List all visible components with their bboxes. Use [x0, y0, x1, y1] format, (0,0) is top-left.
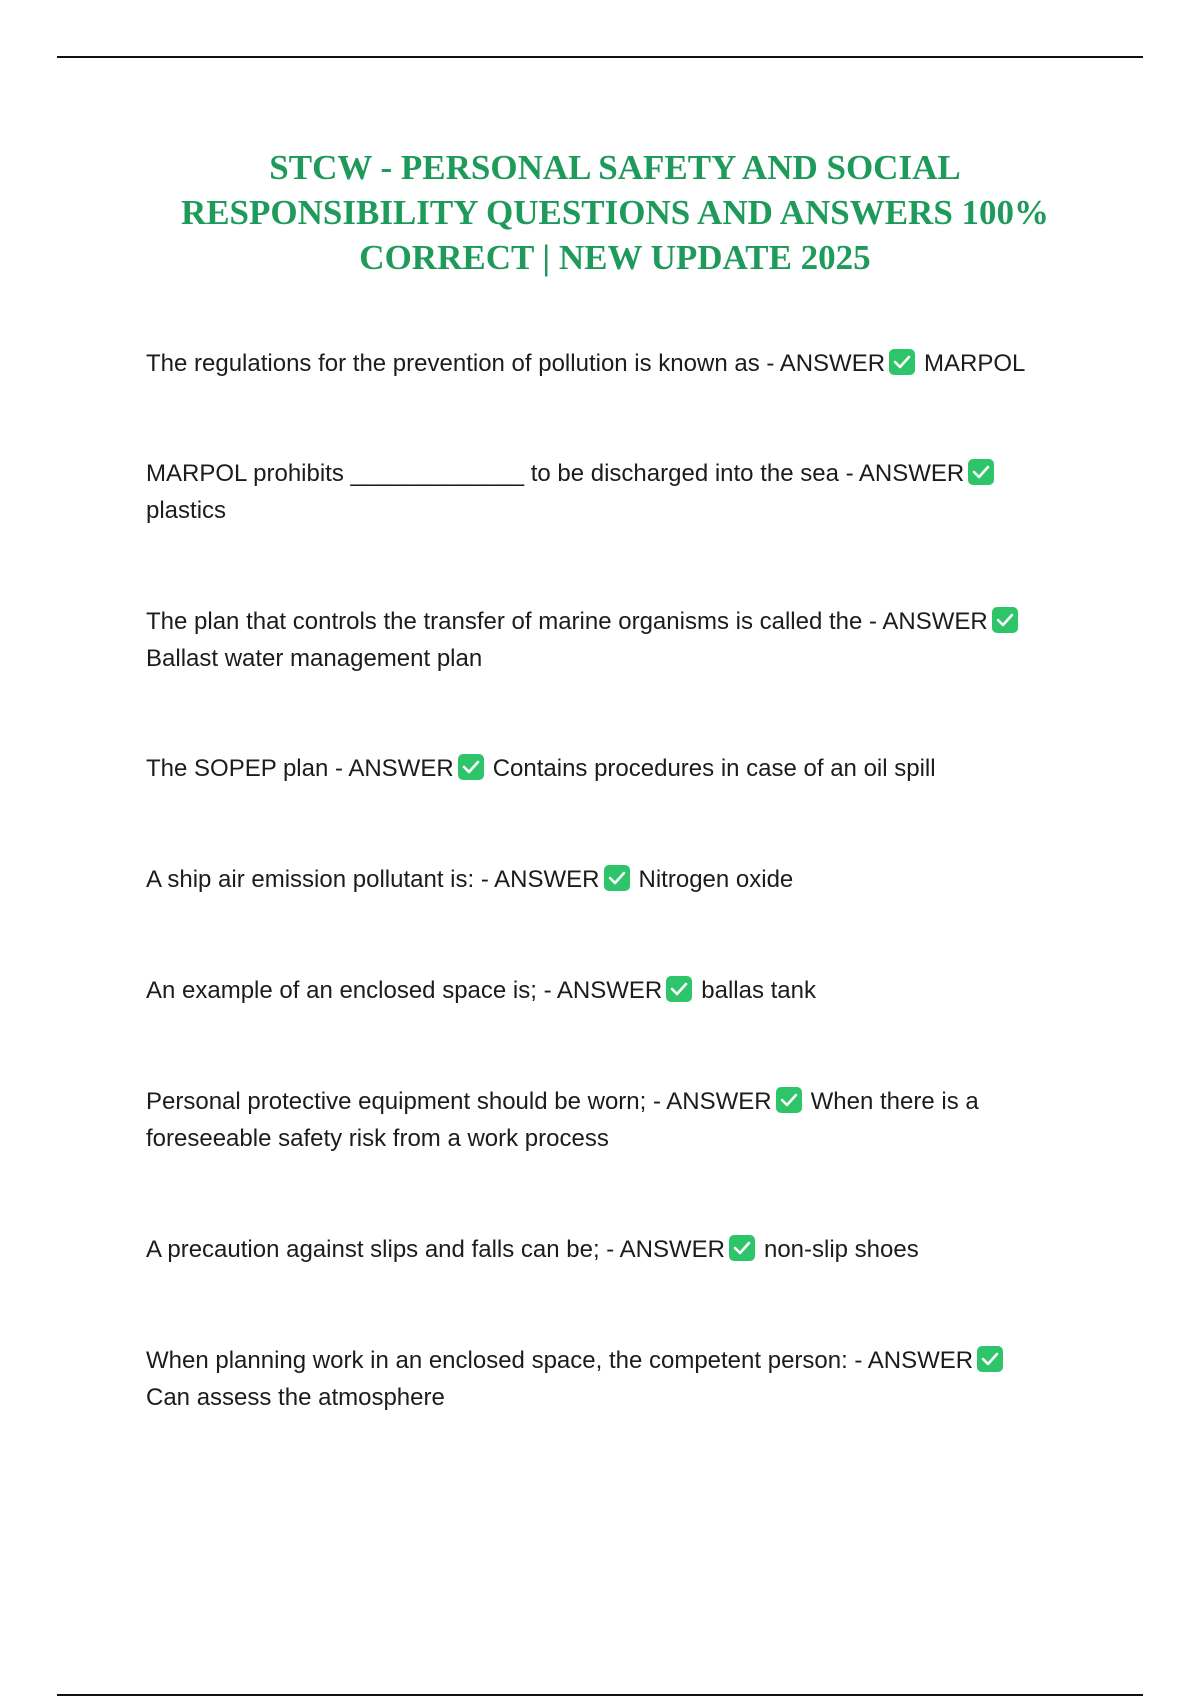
- question-text: A ship air emission pollutant is: - ANSWER: [146, 866, 600, 893]
- check-mark-icon: [889, 349, 915, 375]
- check-mark-icon: [992, 607, 1018, 633]
- answer-text: When there is a foreseeable safety risk from a work process: [146, 1088, 979, 1152]
- question-text: A precaution against slips and falls can be; - ANSWER: [146, 1236, 725, 1263]
- answer-text: Nitrogen oxide: [638, 866, 794, 893]
- question-text: The plan that controls the transfer of marine organisms is called the - ANSWER: [146, 608, 988, 635]
- bottom-rule: [57, 1694, 1143, 1696]
- question-text: The regulations for the prevention of pollution is known as - ANSWER: [146, 350, 886, 377]
- qa-item: [146, 1083, 1096, 1157]
- check-mark-icon: [604, 865, 630, 891]
- check-mark-icon: [968, 459, 994, 485]
- answer-text: Can assess the atmosphere: [146, 1384, 445, 1411]
- qa-item: [146, 1231, 1096, 1268]
- qa-item: [146, 861, 1096, 898]
- check-mark-icon: [776, 1087, 802, 1113]
- qa-item: [146, 750, 1096, 787]
- answer-text: Contains procedures in case of an oil spill: [492, 755, 936, 782]
- check-mark-icon: [666, 976, 692, 1002]
- document-title: STCW - PERSONAL SAFETY AND SOCIAL RESPONSIBILITY QUESTIONS AND ANSWERS 100% CORRECT | NEW UPDATE 2025: [180, 148, 1050, 277]
- answer-text: Ballast water management plan: [146, 645, 483, 672]
- qa-item: [146, 455, 1096, 529]
- question-text: An example of an enclosed space is; - ANSWER: [146, 977, 663, 1004]
- answer-text: MARPOL: [924, 350, 1026, 377]
- check-mark-icon: [977, 1346, 1003, 1372]
- check-mark-icon: [458, 754, 484, 780]
- qa-item: [146, 972, 1096, 1009]
- answer-text: ballas tank: [701, 977, 816, 1004]
- question-text: Personal protective equipment should be worn; - ANSWER: [146, 1088, 772, 1115]
- question-text: MARPOL prohibits _____________ to be discharged into the sea - ANSWER: [146, 460, 965, 487]
- answer-text: non-slip shoes: [763, 1236, 919, 1263]
- check-mark-icon: [729, 1235, 755, 1261]
- qa-item: [146, 603, 1096, 677]
- answer-text: plastics: [146, 497, 227, 524]
- qa-item: [146, 345, 1096, 382]
- qa-item: [146, 1342, 1096, 1416]
- question-text: When planning work in an enclosed space, the competent person: - ANSWER: [146, 1347, 974, 1374]
- question-text: The SOPEP plan - ANSWER: [146, 755, 454, 782]
